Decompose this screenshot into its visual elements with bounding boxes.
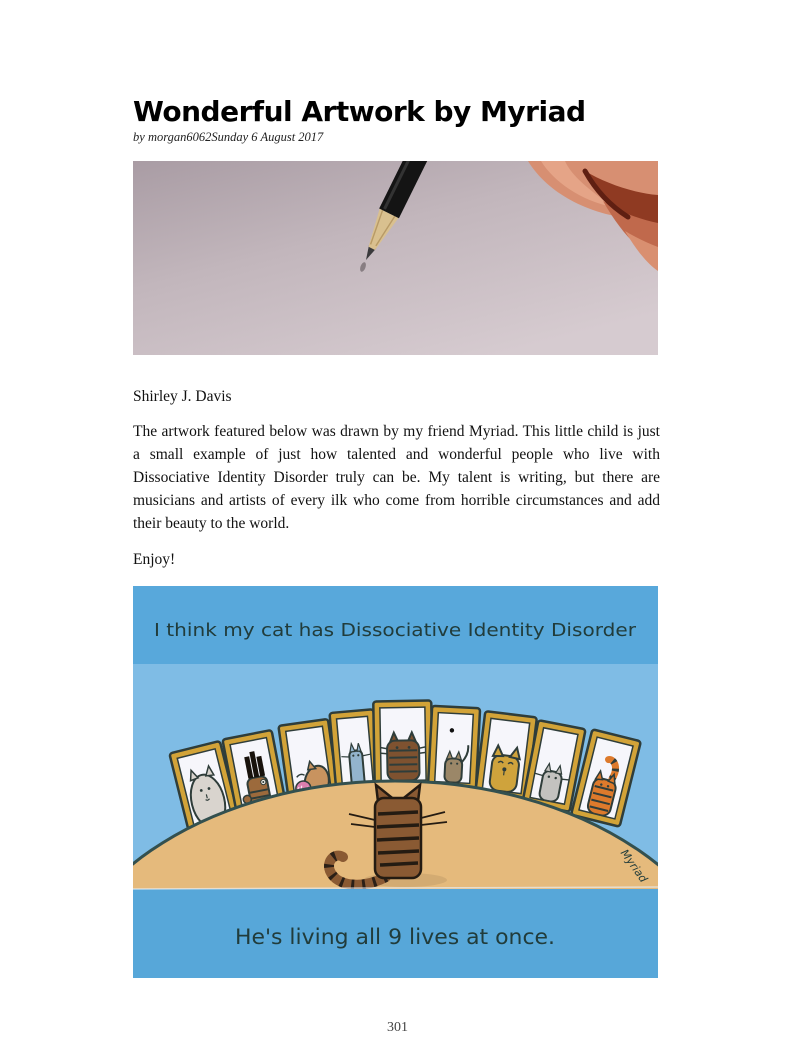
cartoon-title: I think my cat has Dissociative Identity Disorder <box>154 619 637 641</box>
fly-chasing-cat <box>428 705 480 789</box>
pencil-photo <box>133 161 658 355</box>
front-tabby-cat <box>373 700 432 787</box>
page-title: Wonderful Artwork by Myriad <box>133 95 586 128</box>
byline-prefix: by <box>133 130 148 145</box>
cat-cartoon-illustration <box>133 586 658 978</box>
artist-signature: Myriad <box>617 846 650 885</box>
byline-author: morgan6062 <box>147 130 212 145</box>
cartoon-canvas <box>133 586 658 978</box>
article-content <box>133 96 660 978</box>
article-paragraph: The artwork featured below was drawn by my friend Myriad. This little child is just a small example of just how talented and wonderful people who live with Dissociative Identity Disorder truly can be. My talent is writing, but there are musicians and artists of every ilk who come from horrible circumstances and add their beauty to the world. <box>133 423 660 533</box>
pencil-photo-canvas <box>133 161 658 355</box>
byline-date: Sunday 6 August 2017 <box>211 130 324 145</box>
cartoon-caption: He's living all 9 lives at once. <box>235 924 555 949</box>
page-number: 301 <box>387 1020 408 1035</box>
byline <box>133 130 660 145</box>
article-closing: Enjoy! <box>133 550 176 568</box>
article-author: Shirley J. Davis <box>133 388 232 406</box>
